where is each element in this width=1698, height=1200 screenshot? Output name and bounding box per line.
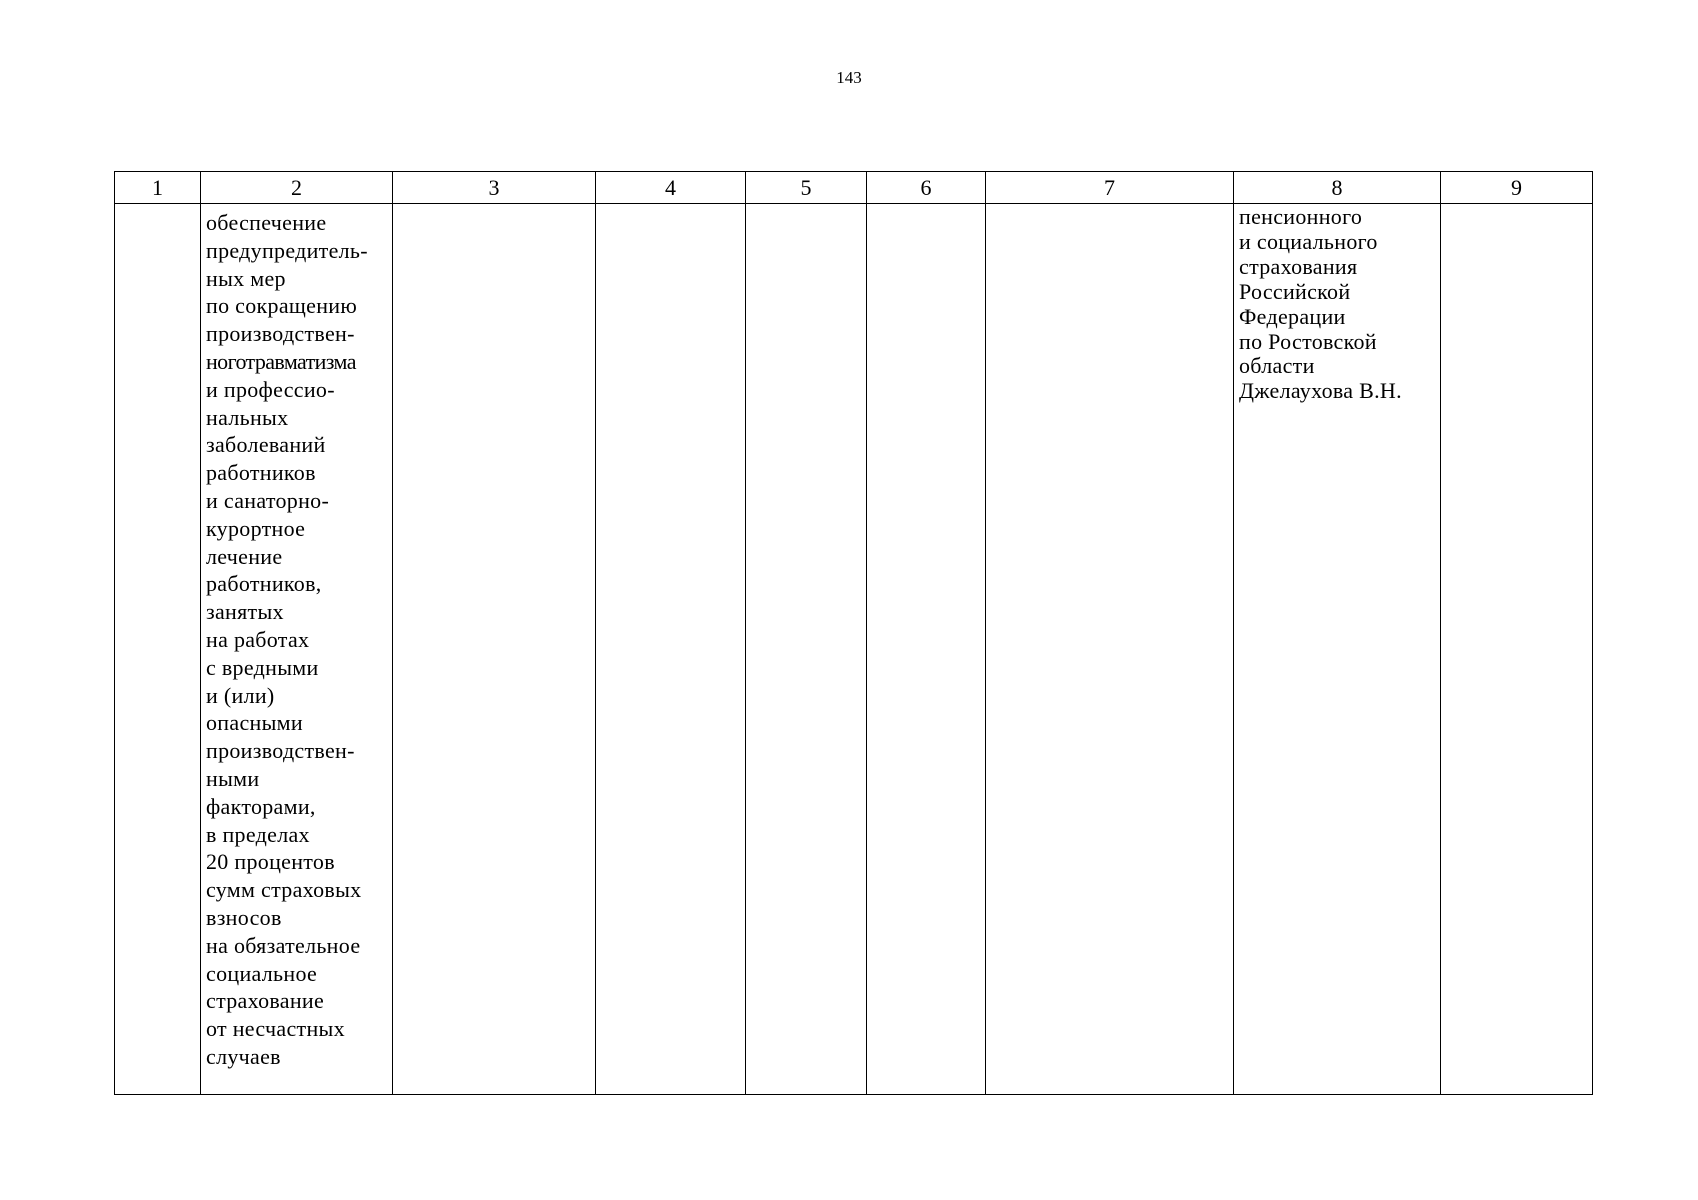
text-line: социальное bbox=[206, 960, 318, 986]
text-line: в пределах bbox=[206, 821, 310, 847]
cell-col-3 bbox=[393, 204, 596, 1095]
text-line: предупредитель- bbox=[206, 237, 368, 263]
cell-col-5 bbox=[746, 204, 867, 1095]
text-line: по Ростовской bbox=[1239, 328, 1377, 354]
text-line: и профессио- bbox=[206, 376, 335, 402]
table-row bbox=[115, 204, 1593, 1095]
page-number: 143 bbox=[836, 68, 862, 87]
column-header-8: 8 bbox=[1234, 172, 1441, 204]
text-line: Джелаухова В.Н. bbox=[1239, 378, 1402, 404]
cell-col-1 bbox=[115, 204, 201, 1095]
text-line: ноготравматизма bbox=[206, 348, 356, 374]
text-line: ными bbox=[206, 765, 260, 791]
text-line: пенсионного bbox=[1239, 204, 1363, 229]
text-line: и социального bbox=[1239, 228, 1378, 254]
text-line: сумм страховых bbox=[206, 877, 362, 903]
column-header-6: 6 bbox=[867, 172, 986, 204]
text-line: страхования bbox=[1239, 253, 1358, 279]
cell-col-9 bbox=[1441, 204, 1593, 1095]
column-header-2: 2 bbox=[201, 172, 393, 204]
column-header-1: 1 bbox=[115, 172, 201, 204]
text-line: курортное bbox=[206, 515, 306, 541]
text-line: заболеваний bbox=[206, 432, 326, 458]
text-line: области bbox=[1239, 353, 1315, 379]
text-line: случаев bbox=[206, 1043, 281, 1069]
column-header-3: 3 bbox=[393, 172, 596, 204]
text-line: факторами, bbox=[206, 793, 316, 819]
header-row bbox=[115, 172, 1593, 204]
text-line: 20 процентов bbox=[206, 849, 335, 875]
responsible-party bbox=[1234, 204, 1440, 404]
text-line: с вредными bbox=[206, 654, 319, 680]
column-header-9: 9 bbox=[1441, 172, 1593, 204]
text-line: на обязательное bbox=[206, 932, 361, 958]
text-line: от несчастных bbox=[206, 1016, 345, 1042]
measure-description bbox=[201, 204, 392, 1071]
text-line: производствен- bbox=[206, 321, 355, 347]
text-line: взносов bbox=[206, 904, 282, 930]
text-line: по сокращению bbox=[206, 293, 358, 319]
text-line: занятых bbox=[206, 599, 284, 625]
text-line: на работах bbox=[206, 626, 310, 652]
column-header-7: 7 bbox=[986, 172, 1234, 204]
cell-col-4 bbox=[596, 204, 746, 1095]
column-header-5: 5 bbox=[746, 172, 867, 204]
text-line: работников bbox=[206, 460, 316, 486]
cell-col-7 bbox=[986, 204, 1234, 1095]
cell-col-8 bbox=[1234, 204, 1441, 1095]
text-line: и (или) bbox=[206, 682, 275, 708]
text-line: нальных bbox=[206, 404, 289, 430]
text-line: обеспечение bbox=[206, 210, 327, 235]
text-line: Федерации bbox=[1239, 303, 1346, 329]
text-line: Российской bbox=[1239, 278, 1351, 304]
text-line: ных мер bbox=[206, 265, 286, 291]
text-line: производствен- bbox=[206, 738, 355, 764]
text-line: работников, bbox=[206, 571, 322, 597]
cell-col-2 bbox=[201, 204, 393, 1095]
document-table bbox=[114, 171, 1593, 1095]
text-line: опасными bbox=[206, 710, 303, 736]
text-line: и санаторно- bbox=[206, 487, 330, 513]
text-line: страхование bbox=[206, 988, 325, 1014]
column-header-4: 4 bbox=[596, 172, 746, 204]
text-line: лечение bbox=[206, 543, 283, 569]
cell-col-6 bbox=[867, 204, 986, 1095]
